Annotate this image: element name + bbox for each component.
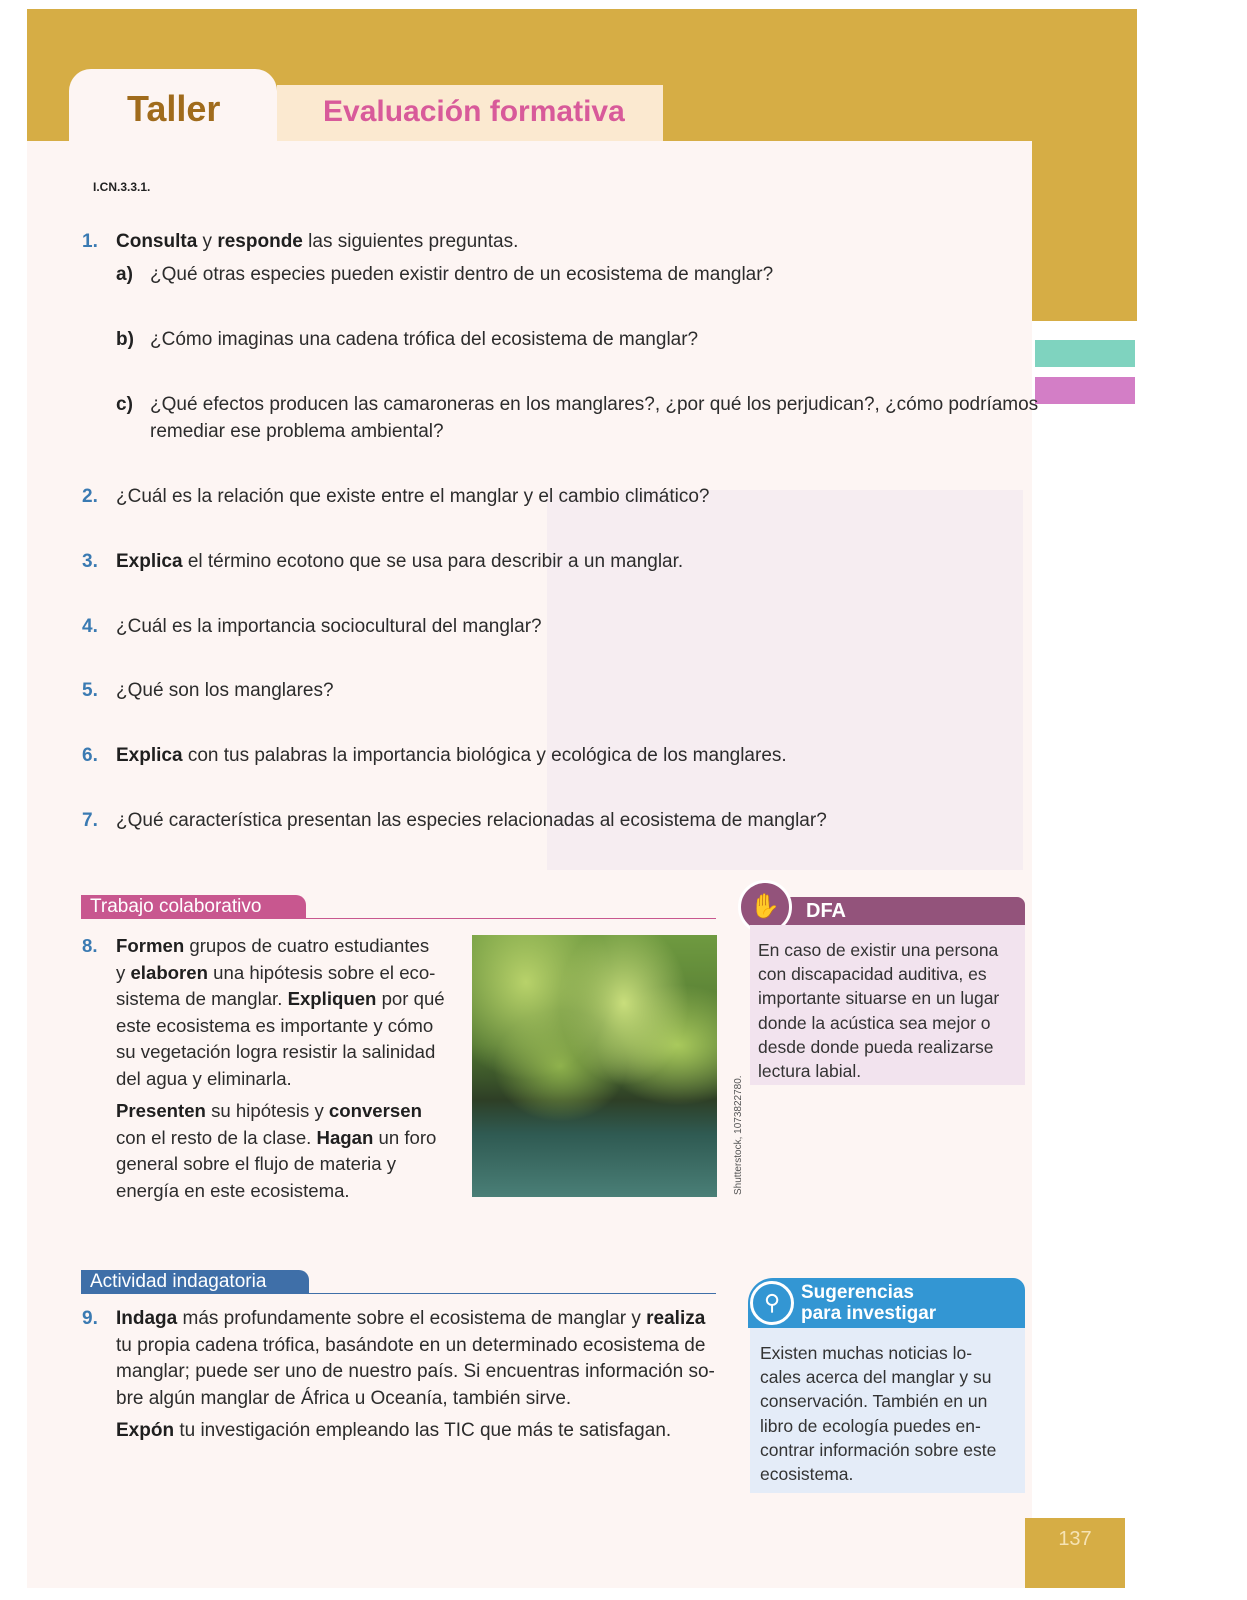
section-trabajo-colaborativo: Trabajo colaborativo: [81, 895, 306, 919]
question-number: 1.: [82, 231, 98, 252]
question-7: 7. ¿Qué característica presentan las especies relacionadas al ecosistema de manglar?: [82, 810, 827, 831]
dfa-header: [760, 897, 1025, 925]
question-1b: b) ¿Cómo imaginas una cadena trófica del ecosistema de manglar?: [116, 329, 699, 350]
sugerencias-title: Sugerencias para investigar: [801, 1282, 937, 1324]
question-6: 6. Explica con tus palabras la importancia biológica y ecológica de los manglares.: [82, 745, 787, 766]
edge-marker-teal: [1035, 340, 1135, 367]
question-4: 4. ¿Cuál es la importancia sociocultural del manglar?: [82, 616, 542, 637]
side-band: [1032, 141, 1137, 321]
sugerencias-text: Existen muchas noticias lo- cales acerca del manglar y su conservación. También en un libro de ecología puedes en- contrar información sobre este ecosistema.: [760, 1343, 997, 1485]
photo-credit: Shutterstock, 1073822780.: [733, 1075, 744, 1195]
tab-evaluacion-label: Evaluación formativa: [323, 95, 625, 128]
dfa-text: En caso de existir una persona con discapacidad auditiva, es importante situarse en un lugar donde la acústica sea mejor o desde donde pueda realizarse lectura labial.: [758, 940, 1000, 1082]
page-number: 137: [1058, 1528, 1092, 1550]
tab-taller-label: Taller: [127, 88, 221, 129]
question-9: 9. Indaga más profundamente sobre el ecosistema de manglar y realiza tu propia cadena trófica, basándote en un determinado ecosistema de manglar; puede ser uno de nuestro país. Si encuentras información so- bre algún manglar de África u Oceanía, también sirve. Expón tu investigación empleando las TIC que más te satisfagan.: [82, 1308, 715, 1441]
question-1c: c) ¿Qué efectos producen las camaroneras en los manglares?, ¿por qué los perjudican?, ¿cómo podríamos remediar ese problema ambiental?: [116, 394, 1039, 442]
mangrove-photo: [472, 935, 717, 1197]
criterion-code: I.CN.3.3.1.: [93, 180, 151, 194]
section-actividad-indagatoria: Actividad indagatoria: [81, 1270, 309, 1294]
section-divider: [81, 918, 716, 919]
edge-marker-pink: [1035, 377, 1135, 404]
section-divider: [81, 1293, 716, 1294]
question-1: 1. Consulta y responde las siguientes preguntas.: [116, 228, 518, 255]
dfa-title: DFA: [806, 900, 846, 922]
question-8: 8. Formen grupos de cuatro estudiantes y elaboren una hipótesis sobre el eco- sistema de manglar. Expliquen por qué este ecosistema es importante y cómo su vegetación logra resistir la salinidad del agua y eliminarla. Presenten su hipótesis y conversen con el resto de la clase. Hagan un foro general sobre el flujo de materia y energía en este ecosistema.: [82, 935, 445, 1201]
hand-ear-icon: ✋: [738, 880, 792, 934]
question-3: 3. Explica el término ecotono que se usa para describir a un manglar.: [82, 551, 684, 572]
question-1a: a) ¿Qué otras especies pueden existir dentro de un ecosistema de manglar?: [116, 264, 774, 285]
question-5: 5. ¿Qué son los manglares?: [82, 680, 334, 701]
magnifier-icon: ⚲: [750, 1281, 794, 1325]
question-2: 2. ¿Cuál es la relación que existe entre el manglar y el cambio climático?: [82, 486, 710, 507]
